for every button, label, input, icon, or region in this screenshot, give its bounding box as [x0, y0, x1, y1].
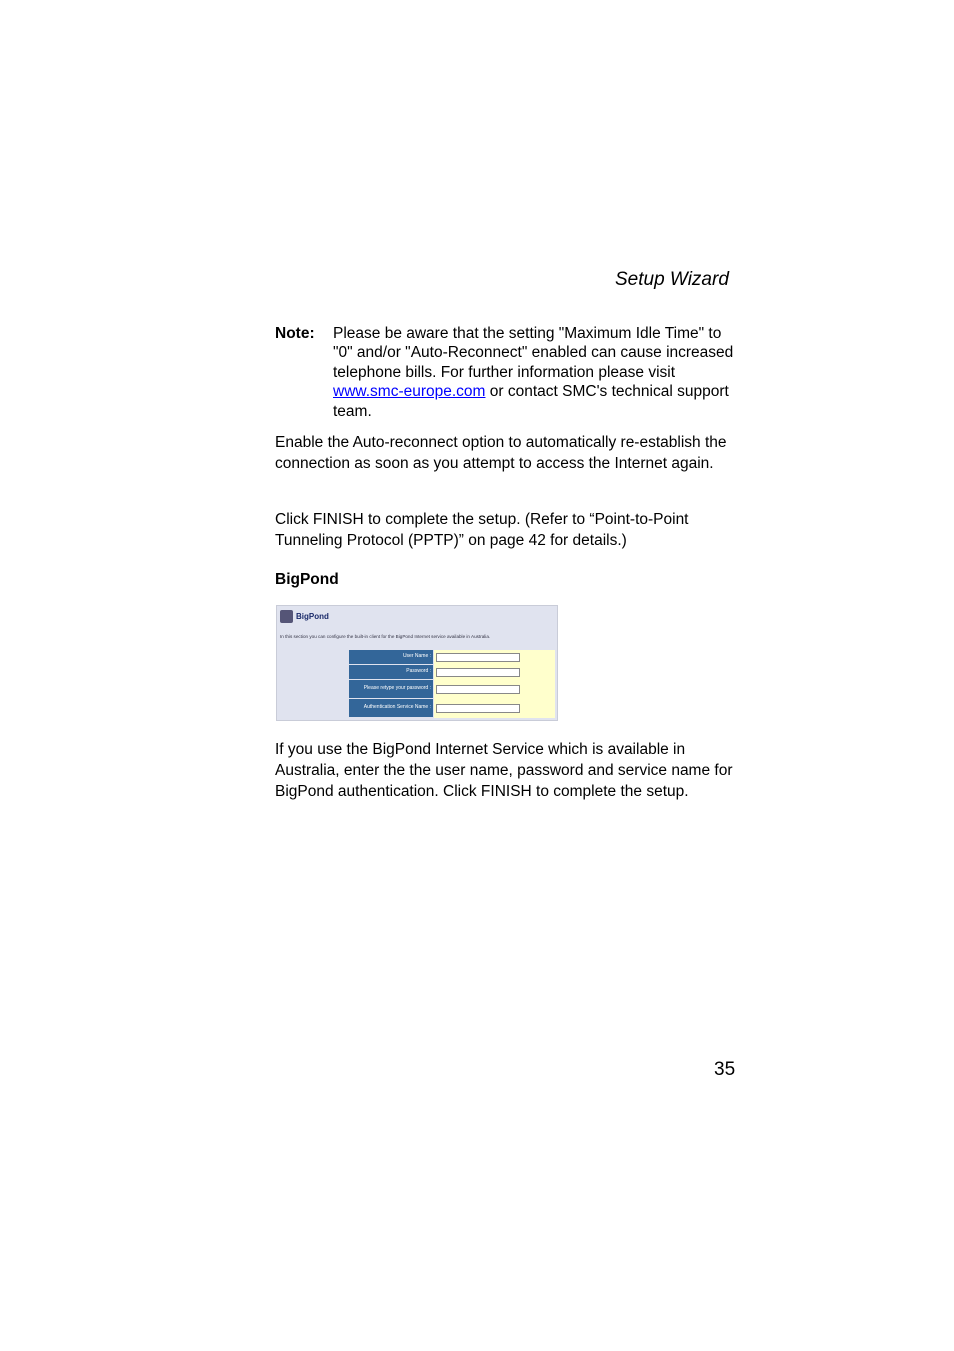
note-text: Please be aware that the setting "Maximum Idle Time" to "0" and/or "Auto-Reconnect" enabled can cause increased telephone bills. For further information please visit [333, 325, 734, 381]
running-header: Setup Wizard [615, 269, 729, 290]
network-icon [280, 610, 293, 623]
note-label: Note: [275, 325, 315, 342]
retype-password-input[interactable] [436, 685, 520, 694]
field-label: User Name : [349, 650, 434, 665]
field-label: Please retype your password : [349, 680, 434, 699]
smc-link[interactable]: www.smc-europe.com [333, 383, 486, 401]
paragraph-bigpond: If you use the BigPond Internet Service which is available in Australia, enter the the user name, password and service name for BigPond authentication. Click FINISH to complete the setup. [275, 741, 733, 800]
field-label: Password : [349, 665, 434, 680]
paragraph-auto-reconnect: Enable the Auto-reconnect option to automatically re-establish the connection as soon as you attempt to access the Internet again. [275, 434, 727, 472]
note-block [275, 324, 745, 421]
password-input[interactable] [436, 668, 520, 677]
field-label: Authentication Service Name : [349, 699, 434, 718]
bigpond-screenshot [276, 605, 558, 721]
screenshot-description: In this section you can configure the built-in client for the BigPond Internet service available in Australia. [280, 634, 491, 639]
page-number: 35 [714, 1059, 736, 1080]
bigpond-form [348, 649, 555, 718]
note-text-end: or contact SMC's technical support team. [333, 383, 729, 420]
service-name-input[interactable] [436, 704, 520, 713]
paragraph-finish: Click FINISH to complete the setup. (Refer to “Point-to-Point Tunneling Protocol (PPTP)” on page 42 for details.) [275, 511, 689, 549]
bigpond-logo: BigPond [280, 610, 329, 623]
user-name-input[interactable] [436, 653, 520, 662]
section-title: BigPond [275, 571, 339, 588]
